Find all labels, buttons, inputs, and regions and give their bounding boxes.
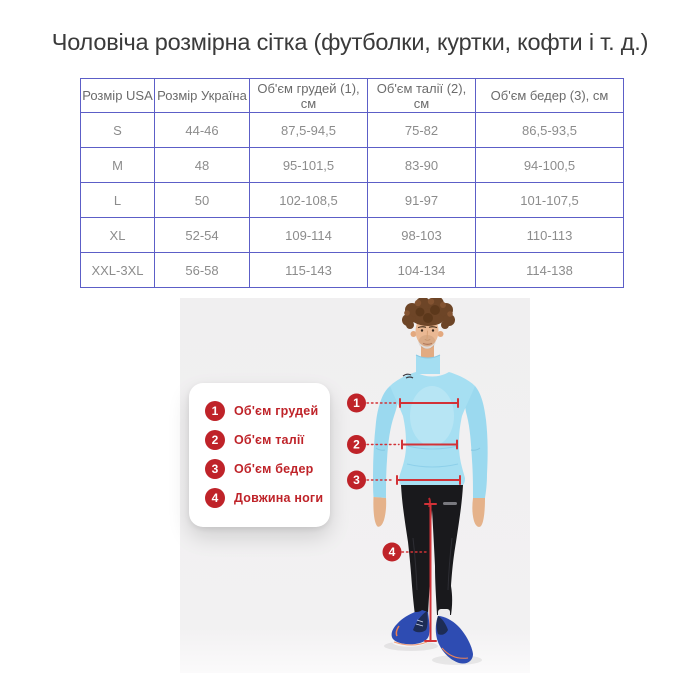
left-shoe [391, 610, 429, 647]
size-cell: 109-114 [250, 218, 368, 253]
legend-number-badge: 2 [205, 430, 225, 450]
size-cell: 52-54 [155, 218, 250, 253]
model-photo [180, 298, 530, 673]
size-cell: 83-90 [368, 148, 476, 183]
size-cell: 50 [155, 183, 250, 218]
legend-item-chest [205, 401, 330, 421]
legend-item-label: Об'єм грудей [234, 404, 319, 418]
waist-marker-number: 2 [353, 437, 360, 452]
column-header: Об'єм грудей (1), см [250, 79, 368, 113]
size-cell: 114-138 [476, 253, 624, 288]
table-row [81, 113, 624, 148]
size-cell: 101-107,5 [476, 183, 624, 218]
leg-marker-number: 4 [388, 545, 396, 560]
size-cell: 95-101,5 [250, 148, 368, 183]
column-header: Розмір Україна [155, 79, 250, 113]
size-cell: XL [81, 218, 155, 253]
size-cell: M [81, 148, 155, 183]
legend-item-waist [205, 430, 330, 450]
measurement-legend [189, 383, 330, 527]
size-cell: L [81, 183, 155, 218]
size-cell: 91-97 [368, 183, 476, 218]
legend-number-badge: 1 [205, 401, 225, 421]
size-cell: S [81, 113, 155, 148]
size-cell: 87,5-94,5 [250, 113, 368, 148]
column-header: Об'єм бедер (3), см [476, 79, 624, 113]
right-shoe [436, 609, 473, 664]
size-cell: 115-143 [250, 253, 368, 288]
page-title: Чоловіча розмірна сітка (футболки, куртки, кофти і т. д.) [51, 29, 649, 55]
model-shirt [390, 372, 475, 485]
table-row [81, 218, 624, 253]
legend-item-label: Довжина ноги [234, 491, 324, 505]
legend-item-leg-length [205, 488, 330, 508]
chest-marker-number: 1 [353, 396, 360, 411]
legend-item-hips [205, 459, 330, 479]
legend-number-badge: 4 [205, 488, 225, 508]
size-cell: 44-46 [155, 113, 250, 148]
size-cell: 98-103 [368, 218, 476, 253]
table-row [81, 253, 624, 288]
legend-item-label: Об'єм бедер [234, 462, 314, 476]
size-cell: 94-100,5 [476, 148, 624, 183]
size-cell: 102-108,5 [250, 183, 368, 218]
size-cell: 104-134 [368, 253, 476, 288]
column-header: Об'єм талії (2), см [368, 79, 476, 113]
size-cell: XXL-3XL [81, 253, 155, 288]
size-cell: 110-113 [476, 218, 624, 253]
legend-number-badge: 3 [205, 459, 225, 479]
hip-marker-number: 3 [353, 473, 360, 488]
size-cell: 75-82 [368, 113, 476, 148]
column-header: Розмір USA [81, 79, 155, 113]
size-cell: 56-58 [155, 253, 250, 288]
size-table [80, 78, 624, 288]
table-row [81, 148, 624, 183]
size-cell: 86,5-93,5 [476, 113, 624, 148]
table-row [81, 183, 624, 218]
header-row [81, 79, 624, 113]
legend-item-label: Об'єм талії [234, 433, 305, 447]
model-head [402, 298, 455, 374]
size-cell: 48 [155, 148, 250, 183]
